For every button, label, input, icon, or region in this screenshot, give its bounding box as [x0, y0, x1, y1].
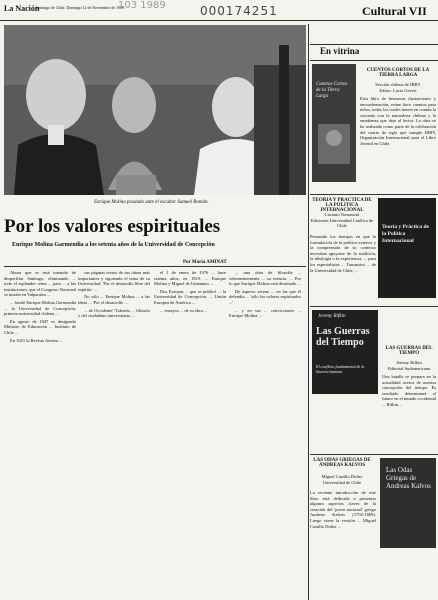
book-cover-title: Las Odas Griegas de Andreas Kalvos	[386, 466, 431, 490]
divider	[310, 306, 438, 307]
book-byline: Sección chilena de IBBY	[375, 82, 421, 87]
book-cover-teoria	[378, 198, 436, 298]
book-cover-title: Las Guerras del Tiempo	[316, 326, 370, 348]
paragraph: Ahora que se está tratando de desperfilar Santiago, eliminando ... todo el esplendor reina ... para ... a las instituciones, que el Congreso Nacional se instala en Valparaíso ...	[4, 270, 76, 298]
book-byline: Editorial Sudamericana	[387, 366, 431, 371]
divider	[310, 194, 438, 195]
paragraph: ... y en sus ... convicciones ... Enrique Molina ...	[229, 307, 301, 319]
photo-illustration	[4, 25, 306, 195]
article-byline: Por María AMINAT	[183, 260, 227, 265]
paragraph: Dos Europas ... que se publicó ... la Universidad de Concepción, ... Unión Europea de América ...	[154, 288, 226, 305]
book-byline: Universidad de Chile	[322, 480, 362, 485]
book-byline: Jeremy Rifkin	[396, 360, 422, 365]
book-author: Jeremy Rifkin	[318, 314, 346, 319]
book-subtitle: El conflicto fundamental de la historia humana	[316, 364, 365, 374]
section-title: Cultural VII	[362, 4, 427, 18]
paragraph: No sólo ... Enrique Molina ... a las ideas ... 'Por el desarrollo ...	[78, 294, 150, 305]
article-column-4	[229, 270, 301, 321]
book-description: Pensando los tiempos en que la formulación de la política exterior y la comprensión de su contexto necesitan apoyarse de la tradición, la ideología o la experiencia, ... para los especialistas ... Tomassini ... de la Universidad de Chile, ...	[310, 234, 376, 273]
paragraph: En 1921 la Revista Atenea ...	[10, 337, 63, 343]
photo-caption: Enrique Molina posando ante el escultor Samuel Román.	[94, 200, 209, 205]
sidebar-divider	[308, 24, 309, 600]
paragraph: ... una obra de filosofía ... vehementemente ... su esencia. ... Por lo que Enrique Molina está destinado ...	[229, 270, 301, 287]
masthead: La Nación	[4, 4, 40, 13]
handwritten-note: 103 1989	[118, 0, 166, 11]
book-byline: Ediciones Universidad Católica de Chile	[310, 218, 374, 228]
paragraph: el 1 de enero de 1976 ... hace setenta años, en 1919. ... Enrique Molina y Miguel de Unamuno ...	[154, 270, 226, 287]
book-cover-guerras	[312, 310, 378, 394]
sidebar-top-rule	[310, 44, 438, 45]
article-column-3	[154, 270, 226, 315]
paragraph: ... fundó Enrique Molina Garmendia ... la Universidad de Concepción, primera universidad chilena ...	[4, 299, 76, 317]
article-column-2	[78, 270, 150, 321]
paragraph: ... de Occidente' 'Tránsito ... filósofo y del ciudadano universitario ...	[78, 307, 150, 319]
article-photo	[4, 25, 306, 195]
book-cover-cuentos	[312, 64, 356, 182]
article-deck: Enrique Molina Garmendia a los setenta años de la Universidad de Concepción	[12, 242, 215, 248]
paragraph: En agosto de 1947 es designado Ministro de Educación ... Instituto de Chile ...	[4, 318, 76, 335]
cover-art	[312, 64, 356, 182]
book-heading: TEORIA Y PRACTICA DE LA POLITICA INTERNACIONAL	[312, 198, 372, 213]
divider	[4, 266, 306, 267]
book-byline: Luciano Tomassini	[324, 212, 360, 217]
book-description: La reciente introducción de este libro está dedicada a presentar algunos aspectos claves de la creación del 'poeta nacional' griego Andreas Kalvos (1792-1869). Luego viene la versión ... Miguel Castillo Didier ...	[310, 490, 376, 529]
book-heading: LAS GUERRAS DEL TIEMPO	[385, 346, 433, 356]
book-cover-title: Teoría y Práctica de la Política Internacional	[382, 224, 429, 244]
book-cover-title: Cuentos Cortos de la Tierra Larga	[316, 82, 348, 99]
paragraph: ... ensayos ... de su obra ...	[160, 307, 208, 313]
book-byline: Editor: Lucia Gevert	[379, 88, 417, 93]
article-headline: Por los valores espirituales	[4, 216, 221, 237]
dateline: Santiago de Chile, Domingo 12 de Noviembre de 1989	[36, 5, 125, 10]
book-heading: LAS ODAS GRIEGAS DE ANDREAS KALVOS	[313, 458, 371, 468]
paragraph: De aspecto sereno ... en las que él defendía ... 'sólo los valores espirituales ...'	[229, 288, 301, 305]
book-cover-odas	[380, 458, 436, 548]
book-description: Esta libro de hermosas ilustraciones y encuadernación, reúne doce cuentos para niños, todos los cuales tienen en común la cercanía con la naturaleza chilena y la enseñanza que deja al lector. La obra se ha realizado como parte de la celebración del cuarto de siglo que cumple IBBY, Organización Internacional para el Libro Juvenil en Chile.	[360, 96, 436, 146]
article-column-1	[4, 270, 76, 345]
book-description: Una batalla se prepara en la actualidad acerca de nuestra concepción del tiempo. Es resultado determinará el futuro en el mundo occidental ... Rifkin ...	[382, 374, 436, 407]
book-heading: CUENTOS CORTOS DE LA TIERRA LARGA	[366, 68, 430, 78]
divider	[310, 454, 438, 455]
archive-stamp: 000174251	[200, 4, 278, 18]
sidebar-title-rule	[310, 60, 438, 61]
paragraph: sus páginas textos de sus obras más importantes y siguiendo el tema de su Universidad: 'Por el desarrollo libre del espíritu' ...	[78, 270, 150, 292]
sidebar-title: En vitrina	[320, 46, 360, 56]
page-header	[0, 0, 438, 21]
book-byline: Miguel Castillo Didier	[321, 474, 363, 479]
